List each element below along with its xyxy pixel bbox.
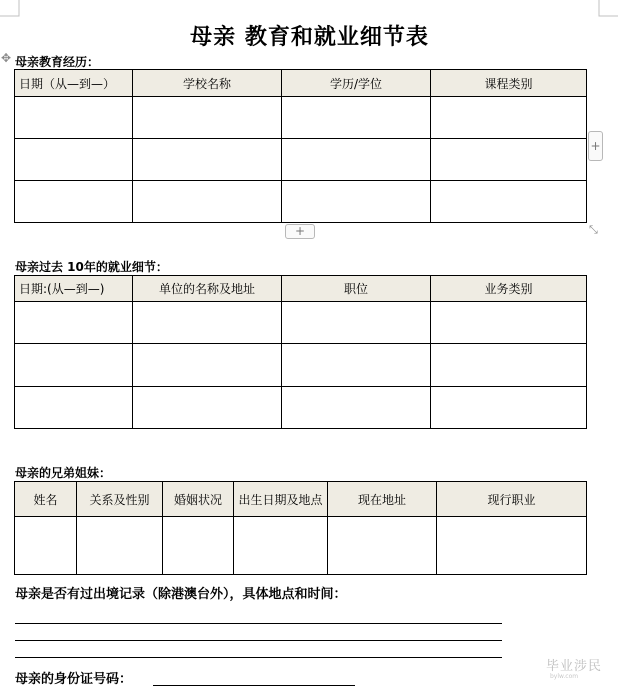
employment-row	[15, 387, 587, 429]
education-cell[interactable]	[15, 181, 133, 223]
employment-table	[14, 275, 587, 429]
employment-cell[interactable]	[431, 387, 587, 429]
education-header-degree: 学历/学位	[282, 70, 431, 97]
add-column-button[interactable]: +	[588, 131, 603, 161]
siblings-row	[15, 517, 587, 575]
employment-cell[interactable]	[282, 387, 431, 429]
employment-cell[interactable]	[15, 302, 133, 344]
education-cell[interactable]	[15, 139, 133, 181]
education-row	[15, 97, 587, 139]
education-cell[interactable]	[133, 97, 282, 139]
education-section-label: 母亲教育经历：	[15, 55, 100, 69]
table-resize-icon[interactable]: ⤡	[589, 223, 598, 236]
employment-cell[interactable]	[133, 387, 282, 429]
siblings-cell[interactable]	[437, 517, 587, 575]
siblings-cell[interactable]	[163, 517, 234, 575]
education-header-school: 学校名称	[133, 70, 282, 97]
employment-cell[interactable]	[431, 344, 587, 387]
education-row	[15, 139, 587, 181]
watermark-logo: 毕业涉民	[546, 659, 603, 674]
page-corner-mark-left	[0, 0, 20, 18]
employment-cell[interactable]	[133, 302, 282, 344]
watermark-url: bylw.com	[550, 673, 579, 680]
education-cell[interactable]	[282, 97, 431, 139]
document-title: 母亲 教育和就业细节表	[190, 24, 429, 50]
siblings-cell[interactable]	[77, 517, 163, 575]
education-cell[interactable]	[431, 139, 587, 181]
education-header-date: 日期（从—到—）	[15, 70, 133, 97]
travel-answer-line-2[interactable]	[15, 640, 502, 641]
siblings-cell[interactable]	[234, 517, 328, 575]
education-cell[interactable]	[282, 181, 431, 223]
id-number-input-line[interactable]	[153, 685, 355, 686]
education-table	[14, 69, 587, 223]
siblings-header-name: 姓名	[15, 482, 77, 517]
id-number-label: 母亲的身份证号码：	[15, 672, 133, 687]
page-corner-mark-right	[598, 0, 618, 18]
education-header-course: 课程类别	[431, 70, 587, 97]
education-cell[interactable]	[282, 139, 431, 181]
employment-cell[interactable]	[133, 344, 282, 387]
education-cell[interactable]	[15, 97, 133, 139]
employment-section-label: 母亲过去 10年的就业细节：	[15, 260, 168, 274]
siblings-table	[14, 481, 587, 575]
siblings-header-address: 现在地址	[328, 482, 437, 517]
travel-answer-line-3[interactable]	[15, 657, 502, 658]
employment-cell[interactable]	[282, 344, 431, 387]
travel-record-question: 母亲是否有过出境记录（除港澳台外），具体地点和时间：	[15, 587, 347, 602]
education-cell[interactable]	[431, 181, 587, 223]
siblings-header-relation: 关系及性别	[77, 482, 163, 517]
siblings-section-label: 母亲的兄弟姐妹：	[15, 466, 112, 480]
employment-header-business: 业务类别	[431, 276, 587, 302]
siblings-header-birth: 出生日期及地点	[234, 482, 328, 517]
table-move-icon[interactable]: ✥	[1, 51, 12, 65]
employment-row	[15, 302, 587, 344]
employment-header-company: 单位的名称及地址	[133, 276, 282, 302]
siblings-header-marital: 婚姻状况	[163, 482, 234, 517]
employment-cell[interactable]	[15, 344, 133, 387]
siblings-header-occupation: 现行职业	[437, 482, 587, 517]
education-cell[interactable]	[431, 97, 587, 139]
employment-cell[interactable]	[282, 302, 431, 344]
employment-header-position: 职位	[282, 276, 431, 302]
education-row	[15, 181, 587, 223]
siblings-cell[interactable]	[15, 517, 77, 575]
employment-row	[15, 344, 587, 387]
employment-header-date: 日期:(从—到—)	[15, 276, 133, 302]
education-cell[interactable]	[133, 181, 282, 223]
employment-cell[interactable]	[15, 387, 133, 429]
employment-cell[interactable]	[431, 302, 587, 344]
travel-answer-line-1[interactable]	[15, 623, 502, 624]
education-cell[interactable]	[133, 139, 282, 181]
add-row-button[interactable]: +	[285, 224, 315, 239]
siblings-cell[interactable]	[328, 517, 437, 575]
